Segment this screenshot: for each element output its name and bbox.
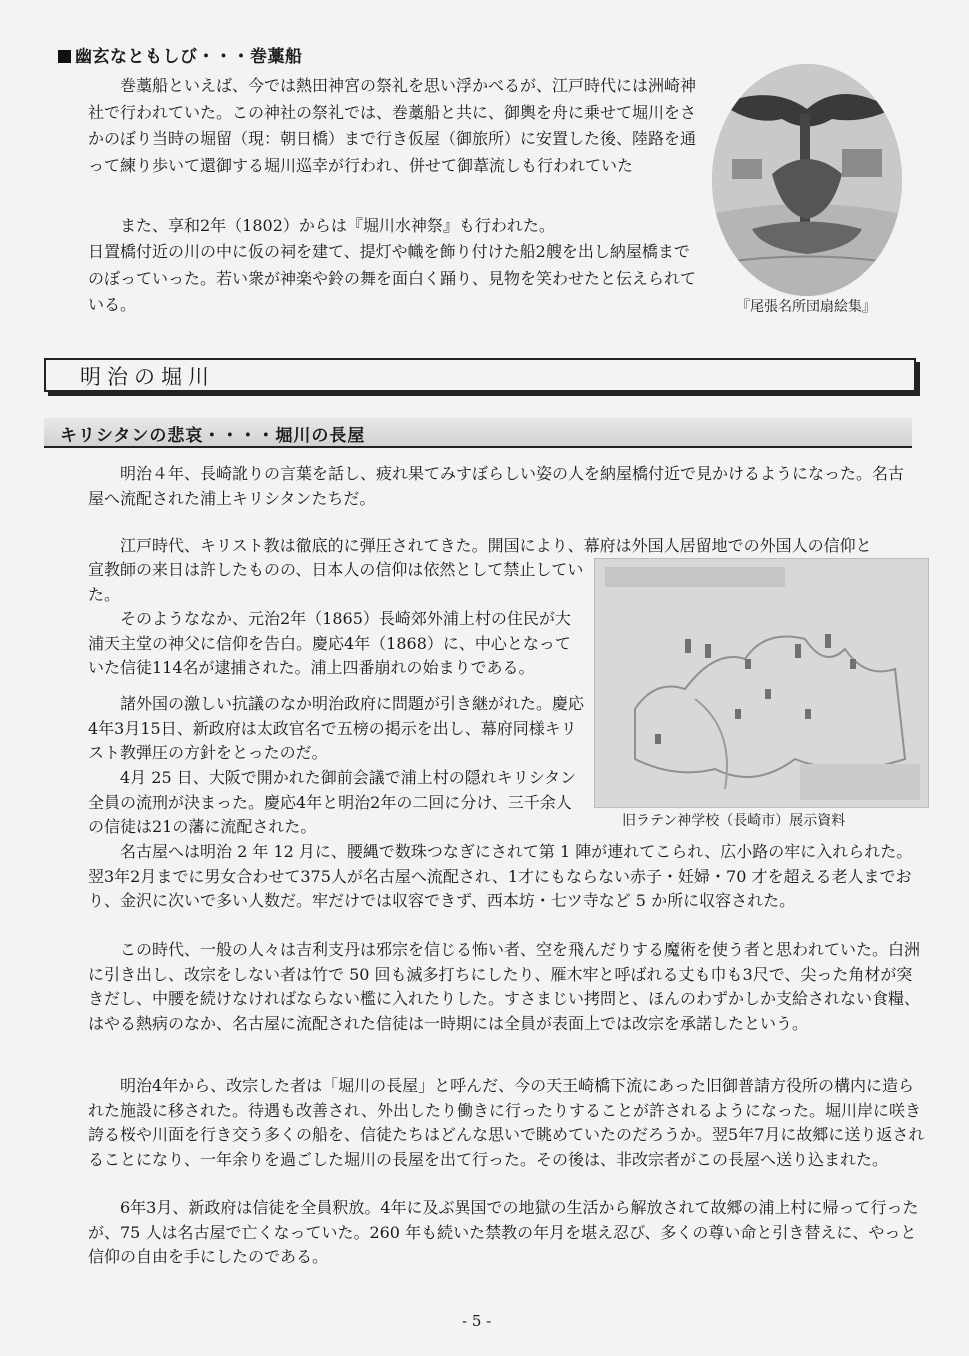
paragraph-nagoya: 名古屋へは明治 2 年 12 月に、腰縄で数珠つなぎにされて第 1 陣が連れてこられ、広小路の牢に入れられた。翌3年2月までに男女合わせて375人が名古屋へ流配され、1才にもならない赤子・妊婦・70 才を超える老人までおり、金沢に次いで多い人数だ。牢だけでは収容できず、西本坊・七ツ寺など 5 か所に収容された。: [88, 842, 913, 910]
paragraph-meiji4: 明治4年から、改宗した者は「堀川の長屋」と呼んだ、今の天王崎橋下流にあった旧御普請方役所の構内に造られた施設に移された。待遇も改善され、外出したり働きに行ったりすることが許されるようになった。堀川岸に咲き誇る桜や川面を行き交う多くの船を、信徒たちはどんな思いで眺めていたのだろうか。翌5年7月に故郷に送り返されることになり、一年余りを過ごした堀川の長屋を出て行った。その後は、非改宗者がこの長屋へ送り込まれた。: [88, 1076, 925, 1169]
chapter-title-bar: [44, 358, 916, 392]
section-heading-makiwarabune: 幽玄なともしび・・・巻藁船: [58, 42, 303, 67]
fan-painting-illustration: [712, 64, 902, 296]
paragraph-suijinsai-intro: また、享和2年（1802）からは『堀川水神祭』も行われた。: [120, 216, 555, 235]
paragraph-april: 4月 25 日、大阪で開かれた御前会議で浦上村の隠れキリシタン全員の流刑が決まった。慶応4年と明治2年の二回に分け、三千余人の信徒は21の藩に流配された。: [88, 768, 577, 836]
paragraph-era: この時代、一般の人々は吉利支丹は邪宗を信じる怖い者、空を飛んだりする魔術を使う者と思われていた。白洲に引き出し、改宗をしない者は竹で 50 回も滅多打ちにしたり、雁木牢と呼ばれる丈も巾も3尺で、尖った角材が突きだし、中腰を続けなければならない檻に入れたりした。すさまじい拷問と、ほんのわずかしか支給されない食糧、はやる熱病のなか、名古屋に流配された信徒は一時期には全員が表面上では改宗を承諾したという。: [88, 940, 921, 1033]
exhibit-map-illustration: [595, 559, 928, 807]
paragraph-genji: そのようななか、元治2年（1865）長崎郊外浦上村の住民が大浦天主堂の神父に信仰を告白。慶応4年（1868）に、中心となっていた信徒114名が逮捕された。浦上四番崩れの始まりである。: [88, 609, 571, 677]
fan-painting-image: [712, 64, 902, 296]
subsection-title: キリシタンの悲哀・・・・堀川の長屋: [60, 426, 366, 446]
paragraph-makiwarabune: 巻藁船といえば、今では熱田神宮の祭礼を思い浮かべるが、江戸時代には洲崎神社で行われていた。この神社の祭礼では、巻藁船と共に、御輿を舟に乗せて堀川をさかのぼり当時の堀留（現：朝日橋）まで行き仮屋（御旅所）に安置した後、陸路を通って練り歩いて還御する堀川巡幸が行われ、併せて御葦流しも行われていた: [88, 76, 697, 175]
paragraph-intro: 明治４年、長崎訛りの言葉を話し、疲れ果てみすぼらしい姿の人を納屋橋付近で見かけるようになった。名古屋へ流配された浦上キリシタンたちだ。: [88, 464, 905, 508]
chapter-title: 明治の堀川: [80, 365, 215, 389]
paragraph-suijinsai-detail: 日置橋付近の川の中に仮の祠を建て、提灯や幟を飾り付けた船2艘を出し納屋橋までのぼっていった。若い衆が神楽や鈴の舞を面白く踊り、見物を笑わせたと伝えられている。: [88, 242, 697, 314]
paragraph-meiji6: 6年3月、新政府は信徒を全員釈放。4年に及ぶ異国での地獄の生活から解放されて故郷の浦上村に帰って行ったが、75 人は名古屋で亡くなっていた。260 年も続いた禁教の年月を堪え忍び、多くの尊い命と引き替えに、やっと信仰の自由を手にしたのである。: [88, 1198, 919, 1266]
exhibit-photo-caption: 旧ラテン神学校（長崎市）展示資料: [622, 813, 846, 829]
square-bullet-icon: [58, 50, 71, 63]
subsection-title-bar: [44, 418, 912, 448]
page-number: - 5 -: [462, 1312, 492, 1330]
paragraph-edo-rest: 宣教師の来日は許したものの、日本人の信仰は依然として禁止していた。: [88, 560, 584, 604]
paragraph-edo-line1: 江戸時代、キリスト教は徹底的に弾圧されてきた。開国により、幕府は外国人居留地での外国人の信仰と: [120, 536, 872, 555]
paragraph-protest: 諸外国の激しい抗議のなか明治政府に問題が引き継がれた。慶応4年3月15日、新政府は太政官名で五榜の掲示を出し、幕府同様キリスト教弾圧の方針をとったのだ。: [88, 694, 585, 762]
exhibit-photo-image: [594, 558, 929, 808]
fan-image-caption: 『尾張名所団扇絵集』: [736, 299, 876, 315]
